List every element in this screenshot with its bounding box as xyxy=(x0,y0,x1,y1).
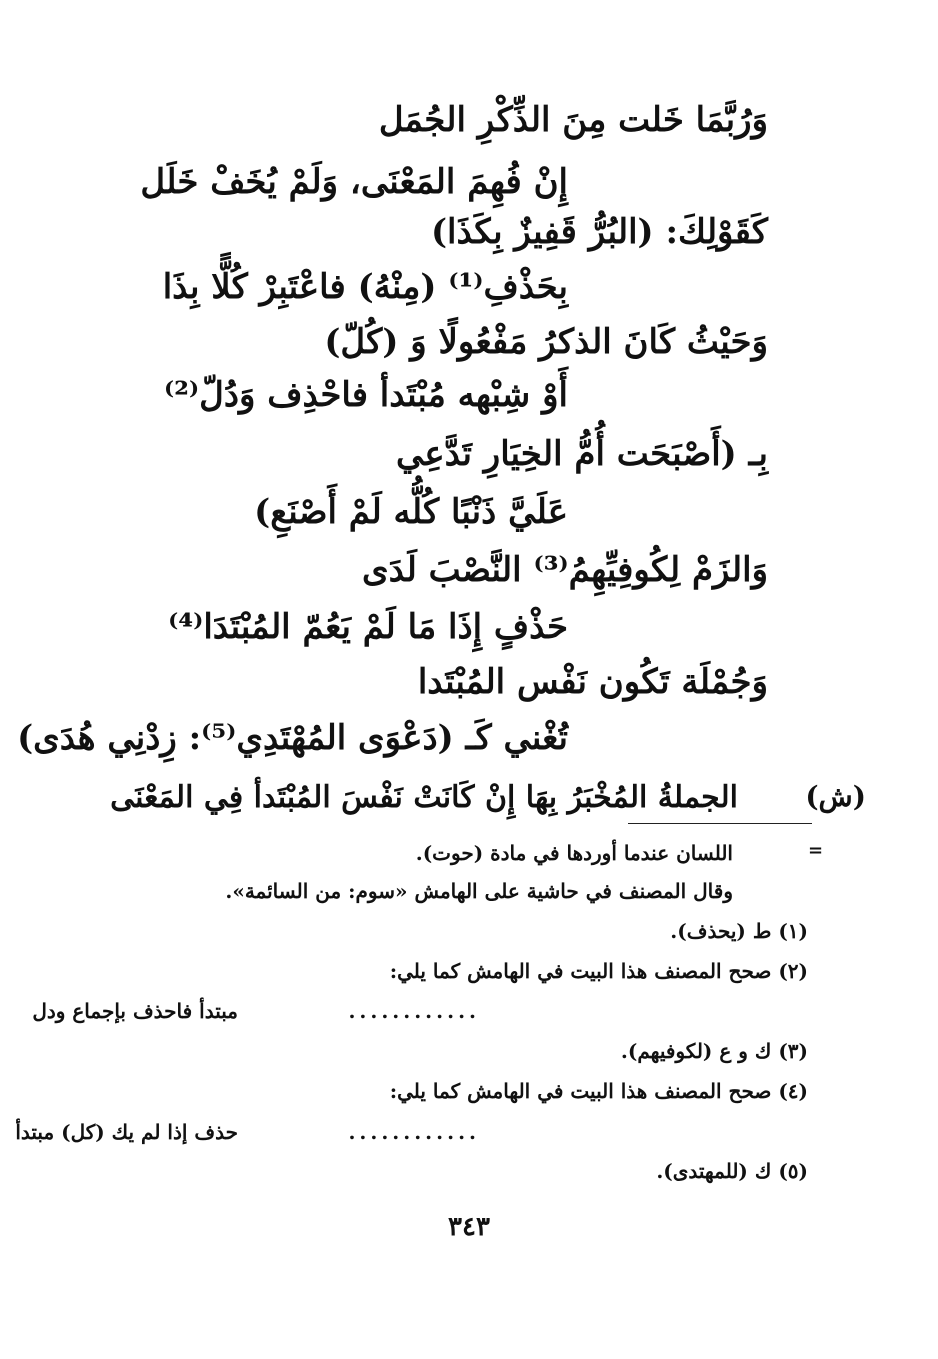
footnote-number: (٣) xyxy=(778,1039,808,1063)
footnote-verse-dots: ............ xyxy=(348,999,480,1023)
footnote-5 xyxy=(656,1156,808,1186)
footnote-verse-text: مبتدأ فاحذف بإجماع ودل xyxy=(32,999,238,1023)
verse-line: عَلَيَّ ذَنْبًا كُلُّه لَمْ أَصْنَعِ) xyxy=(254,492,568,532)
continuation-mark: = xyxy=(808,840,824,861)
footnote-4 xyxy=(390,1076,808,1106)
footnote-verse-text: حذف إذا لم يك (كل) مبتدأ xyxy=(15,1120,238,1144)
commentary-marker: (ش) xyxy=(805,780,866,813)
footnote-text: ك (للمهتدى). xyxy=(656,1159,772,1183)
footnote-separator xyxy=(628,823,812,824)
verse-line: وَحَيْثُ كَانَ الذكرُ مَفْعُولًا وَ (كُلّ) xyxy=(324,322,768,362)
page-number: ٣٤٣ xyxy=(448,1212,490,1242)
verse-line: تُغْني كَـ (دَعْوَى المُهْتَدِي⁽⁵⁾: زِدْنِي هُدَى) xyxy=(17,718,568,758)
footnote-text: ك و ع (لكوفيهم). xyxy=(620,1039,772,1063)
footnote-number: (١) xyxy=(778,919,808,943)
footnote-text: صحح المصنف هذا البيت في الهامش كما يلي: xyxy=(389,1079,772,1103)
verse-line: وَجُمْلَة تَكُون نَفْس المُبْتَدا xyxy=(417,662,768,702)
continued-note: اللسان عندما أوردها في مادة (حوت). xyxy=(415,841,733,865)
verse-line: وَرُبَّمَا خَلت مِنَ الذِّكْرِ الجُمَل xyxy=(378,100,768,140)
verse-line: وَالزَمْ لِكُوفِيِّهِمُ⁽³⁾ النَّصْبَ لَدَى xyxy=(362,550,768,590)
verse-line: حَذْفٍ إِذَا مَا لَمْ يَعُمّ المُبْتَدَا⁽⁴⁾ xyxy=(168,607,568,647)
commentary-text: الجملةُ المُخْبَرُ بِهَا إِنْ كَانَتْ نَفْسَ المُبْتَدأ فِي المَعْنَى xyxy=(110,780,738,815)
footnote-3 xyxy=(621,1036,808,1066)
continued-note: وقال المصنف في حاشية على الهامش «سوم: من السائمة». xyxy=(225,879,733,903)
verse-line: كَقَوْلِكَ: (البُرُّ قَفِيزٌ بِكَذَا) xyxy=(430,212,768,252)
footnote-number: (٥) xyxy=(778,1159,808,1183)
footnote-text: ط (يحذف). xyxy=(670,919,772,943)
verse-line: أَوْ شِبْهه مُبْتَدأ فاحْذِف وَدُلّ⁽²⁾ xyxy=(163,375,568,415)
verse-line: بِـ (أَصْبَحَت أُمُّ الخِيَارِ تَدَّعِي xyxy=(396,434,768,474)
footnote-number: (٢) xyxy=(778,959,808,983)
verse-line: بِحَذْفِ⁽¹⁾ (مِنْهُ) فاعْتَبِرْ كُلًّا بِذَا xyxy=(162,267,568,307)
footnote-text: صحح المصنف هذا البيت في الهامش كما يلي: xyxy=(389,959,772,983)
footnote-1 xyxy=(670,916,808,946)
verse-line: إِنْ فُهِمَ المَعْنَى، وَلَمْ يُخَفْ خَلَل xyxy=(140,162,568,202)
footnote-number: (٤) xyxy=(778,1079,808,1103)
footnote-2 xyxy=(390,956,808,986)
footnote-verse-dots: ............ xyxy=(348,1120,480,1144)
